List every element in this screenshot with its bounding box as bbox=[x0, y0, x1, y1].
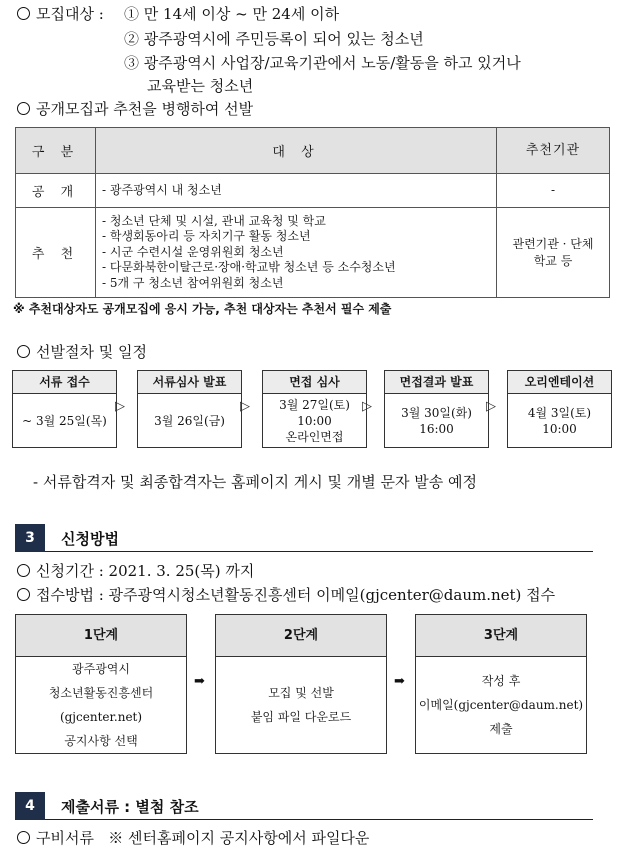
method-line bbox=[17, 99, 253, 119]
section-3-header bbox=[15, 524, 593, 552]
step-line: 3월 27일(토) bbox=[279, 398, 350, 412]
row-type: 공 개 bbox=[16, 174, 96, 208]
item-text: 광주광역시에 주민등록이 되어 있는 청소년 bbox=[143, 30, 424, 48]
row-org bbox=[497, 208, 610, 298]
section-title: 제출서류 : 별첨 참조 bbox=[61, 798, 199, 816]
target-item: - 다문화북한이탈근로·장애·학교밖 청소년 등 소수청소년 bbox=[102, 260, 396, 275]
header-type: 구 분 bbox=[16, 128, 96, 174]
apply-step-name: 1단계 bbox=[16, 615, 186, 657]
eligibility-item-3 bbox=[124, 53, 521, 73]
process-step-3 bbox=[262, 370, 367, 448]
circle-bullet-icon bbox=[17, 345, 30, 358]
step-line: 3월 30일(화) bbox=[401, 406, 472, 420]
apply-step-line: 작성 후 bbox=[481, 674, 521, 688]
item-marker: ② bbox=[124, 30, 140, 48]
circle-bullet-icon bbox=[17, 588, 30, 601]
step-body bbox=[263, 394, 366, 448]
step-line: 16:00 bbox=[419, 422, 454, 436]
section-title: 신청방법 bbox=[61, 530, 119, 548]
table-header-row bbox=[16, 128, 610, 174]
process-title: 선발절차 및 일정 bbox=[36, 343, 147, 361]
circle-bullet-icon bbox=[17, 564, 30, 577]
apply-period-line bbox=[17, 561, 254, 581]
docs-line bbox=[17, 828, 369, 848]
process-step-5 bbox=[507, 370, 612, 448]
step-separator-icon: ▷ bbox=[240, 399, 250, 414]
eligibility-line bbox=[17, 4, 104, 24]
process-step-4 bbox=[384, 370, 489, 448]
target-item: - 학생회동아리 등 자치기구 활동 청소년 bbox=[102, 229, 311, 244]
eligibility-item-2 bbox=[124, 29, 424, 49]
arrow-right-icon: ➡ bbox=[394, 674, 405, 689]
target-item: - 5개 구 청소년 참여위원회 청소년 bbox=[102, 275, 284, 290]
item-text: 만 14세 이상 ~ 만 24세 이하 bbox=[143, 5, 340, 23]
step-name: 면접 심사 bbox=[263, 371, 366, 394]
org-line: 관련기관 · 단체 bbox=[512, 236, 594, 251]
header-org: 추천기관 bbox=[497, 128, 610, 174]
header-target: 대 상 bbox=[96, 128, 497, 174]
selection-table bbox=[15, 127, 610, 298]
process-title-line bbox=[17, 342, 147, 362]
org-line: 학교 등 bbox=[533, 253, 573, 268]
eligibility-item-1 bbox=[124, 4, 339, 24]
apply-step-name: 2단계 bbox=[216, 615, 386, 657]
apply-step-line: (gjcenter.net) bbox=[59, 710, 143, 724]
step-line: 온라인면접 bbox=[285, 430, 344, 444]
apply-step-body bbox=[16, 657, 186, 753]
apply-step-1 bbox=[15, 614, 187, 754]
step-name: 면접결과 발표 bbox=[385, 371, 488, 394]
apply-step-line: 붙임 파일 다운로드 bbox=[250, 710, 352, 724]
step-name: 서류 접수 bbox=[13, 371, 116, 394]
table-row bbox=[16, 174, 610, 208]
step-body bbox=[138, 394, 241, 448]
step-body bbox=[385, 394, 488, 448]
table-row bbox=[16, 208, 610, 298]
section-number: 3 bbox=[15, 524, 45, 552]
step-line: 10:00 bbox=[542, 422, 577, 436]
step-line: 4월 3일(토) bbox=[527, 406, 592, 420]
apply-step-line: 공지사항 선택 bbox=[64, 734, 138, 748]
step-name: 서류심사 발표 bbox=[138, 371, 241, 394]
row-target-list bbox=[96, 208, 497, 298]
docs-text: 구비서류 ※ 센터홈페이지 공지사항에서 파일다운 bbox=[36, 829, 370, 847]
circle-bullet-icon bbox=[17, 7, 30, 20]
apply-step-line: 모집 및 선발 bbox=[268, 686, 334, 700]
step-separator-icon: ▷ bbox=[115, 399, 125, 414]
arrow-right-icon: ➡ bbox=[194, 674, 205, 689]
item-marker: ① bbox=[124, 5, 140, 23]
step-line: ~ 3월 25일(목) bbox=[22, 414, 107, 428]
eligibility-item-3-cont: 교육받는 청소년 bbox=[147, 77, 254, 95]
eligibility-label: 모집대상 : bbox=[36, 5, 104, 23]
section-number: 4 bbox=[15, 792, 45, 820]
apply-period: 신청기간 : 2021. 3. 25(목) 까지 bbox=[36, 562, 255, 580]
step-separator-icon: ▷ bbox=[362, 399, 372, 414]
item-marker: ③ bbox=[124, 54, 140, 72]
apply-step-line: 청소년활동진흥센터 bbox=[48, 686, 154, 700]
method-text: 공개모집과 추천을 병행하여 선발 bbox=[36, 100, 254, 118]
apply-step-body bbox=[416, 657, 586, 753]
step-line: 10:00 bbox=[297, 414, 332, 428]
apply-step-line: 이메일(gjcenter@daum.net) bbox=[418, 698, 584, 712]
apply-step-line: 제출 bbox=[489, 722, 513, 736]
apply-step-2 bbox=[215, 614, 387, 754]
process-note: - 서류합격자 및 최종합격자는 홈페이지 게시 및 개별 문자 발송 예정 bbox=[33, 473, 477, 491]
process-step-2 bbox=[137, 370, 242, 448]
step-name: 오리엔테이션 bbox=[508, 371, 611, 394]
step-separator-icon: ▷ bbox=[486, 399, 496, 414]
item-text: 광주광역시 사업장/교육기관에서 노동/활동을 하고 있거나 bbox=[143, 54, 521, 72]
apply-step-body bbox=[216, 657, 386, 753]
target-item: - 청소년 단체 및 시설, 관내 교육청 및 학교 bbox=[102, 213, 326, 228]
step-line: 3월 26일(금) bbox=[154, 414, 225, 428]
receipt-method: 접수방법 : 광주광역시청소년활동진흥센터 이메일(gjcenter@daum.net) 접수 bbox=[36, 586, 556, 604]
row-org: - bbox=[497, 174, 610, 208]
process-step-1 bbox=[12, 370, 117, 448]
circle-bullet-icon bbox=[17, 102, 30, 115]
row-target: - 광주광역시 내 청소년 bbox=[96, 174, 497, 208]
step-body bbox=[13, 394, 116, 448]
apply-step-line: 광주광역시 bbox=[72, 662, 130, 676]
section-4-header bbox=[15, 792, 593, 820]
row-type: 추 천 bbox=[16, 208, 96, 298]
apply-step-name: 3단계 bbox=[416, 615, 586, 657]
target-item: - 시군 수련시설 운영위원회 청소년 bbox=[102, 244, 284, 259]
receipt-line bbox=[17, 585, 555, 605]
circle-bullet-icon bbox=[17, 831, 30, 844]
step-body bbox=[508, 394, 611, 448]
recommend-note: ※ 추천대상자도 공개모집에 응시 가능, 추천 대상자는 추천서 필수 제출 bbox=[13, 302, 392, 316]
apply-step-3 bbox=[415, 614, 587, 754]
